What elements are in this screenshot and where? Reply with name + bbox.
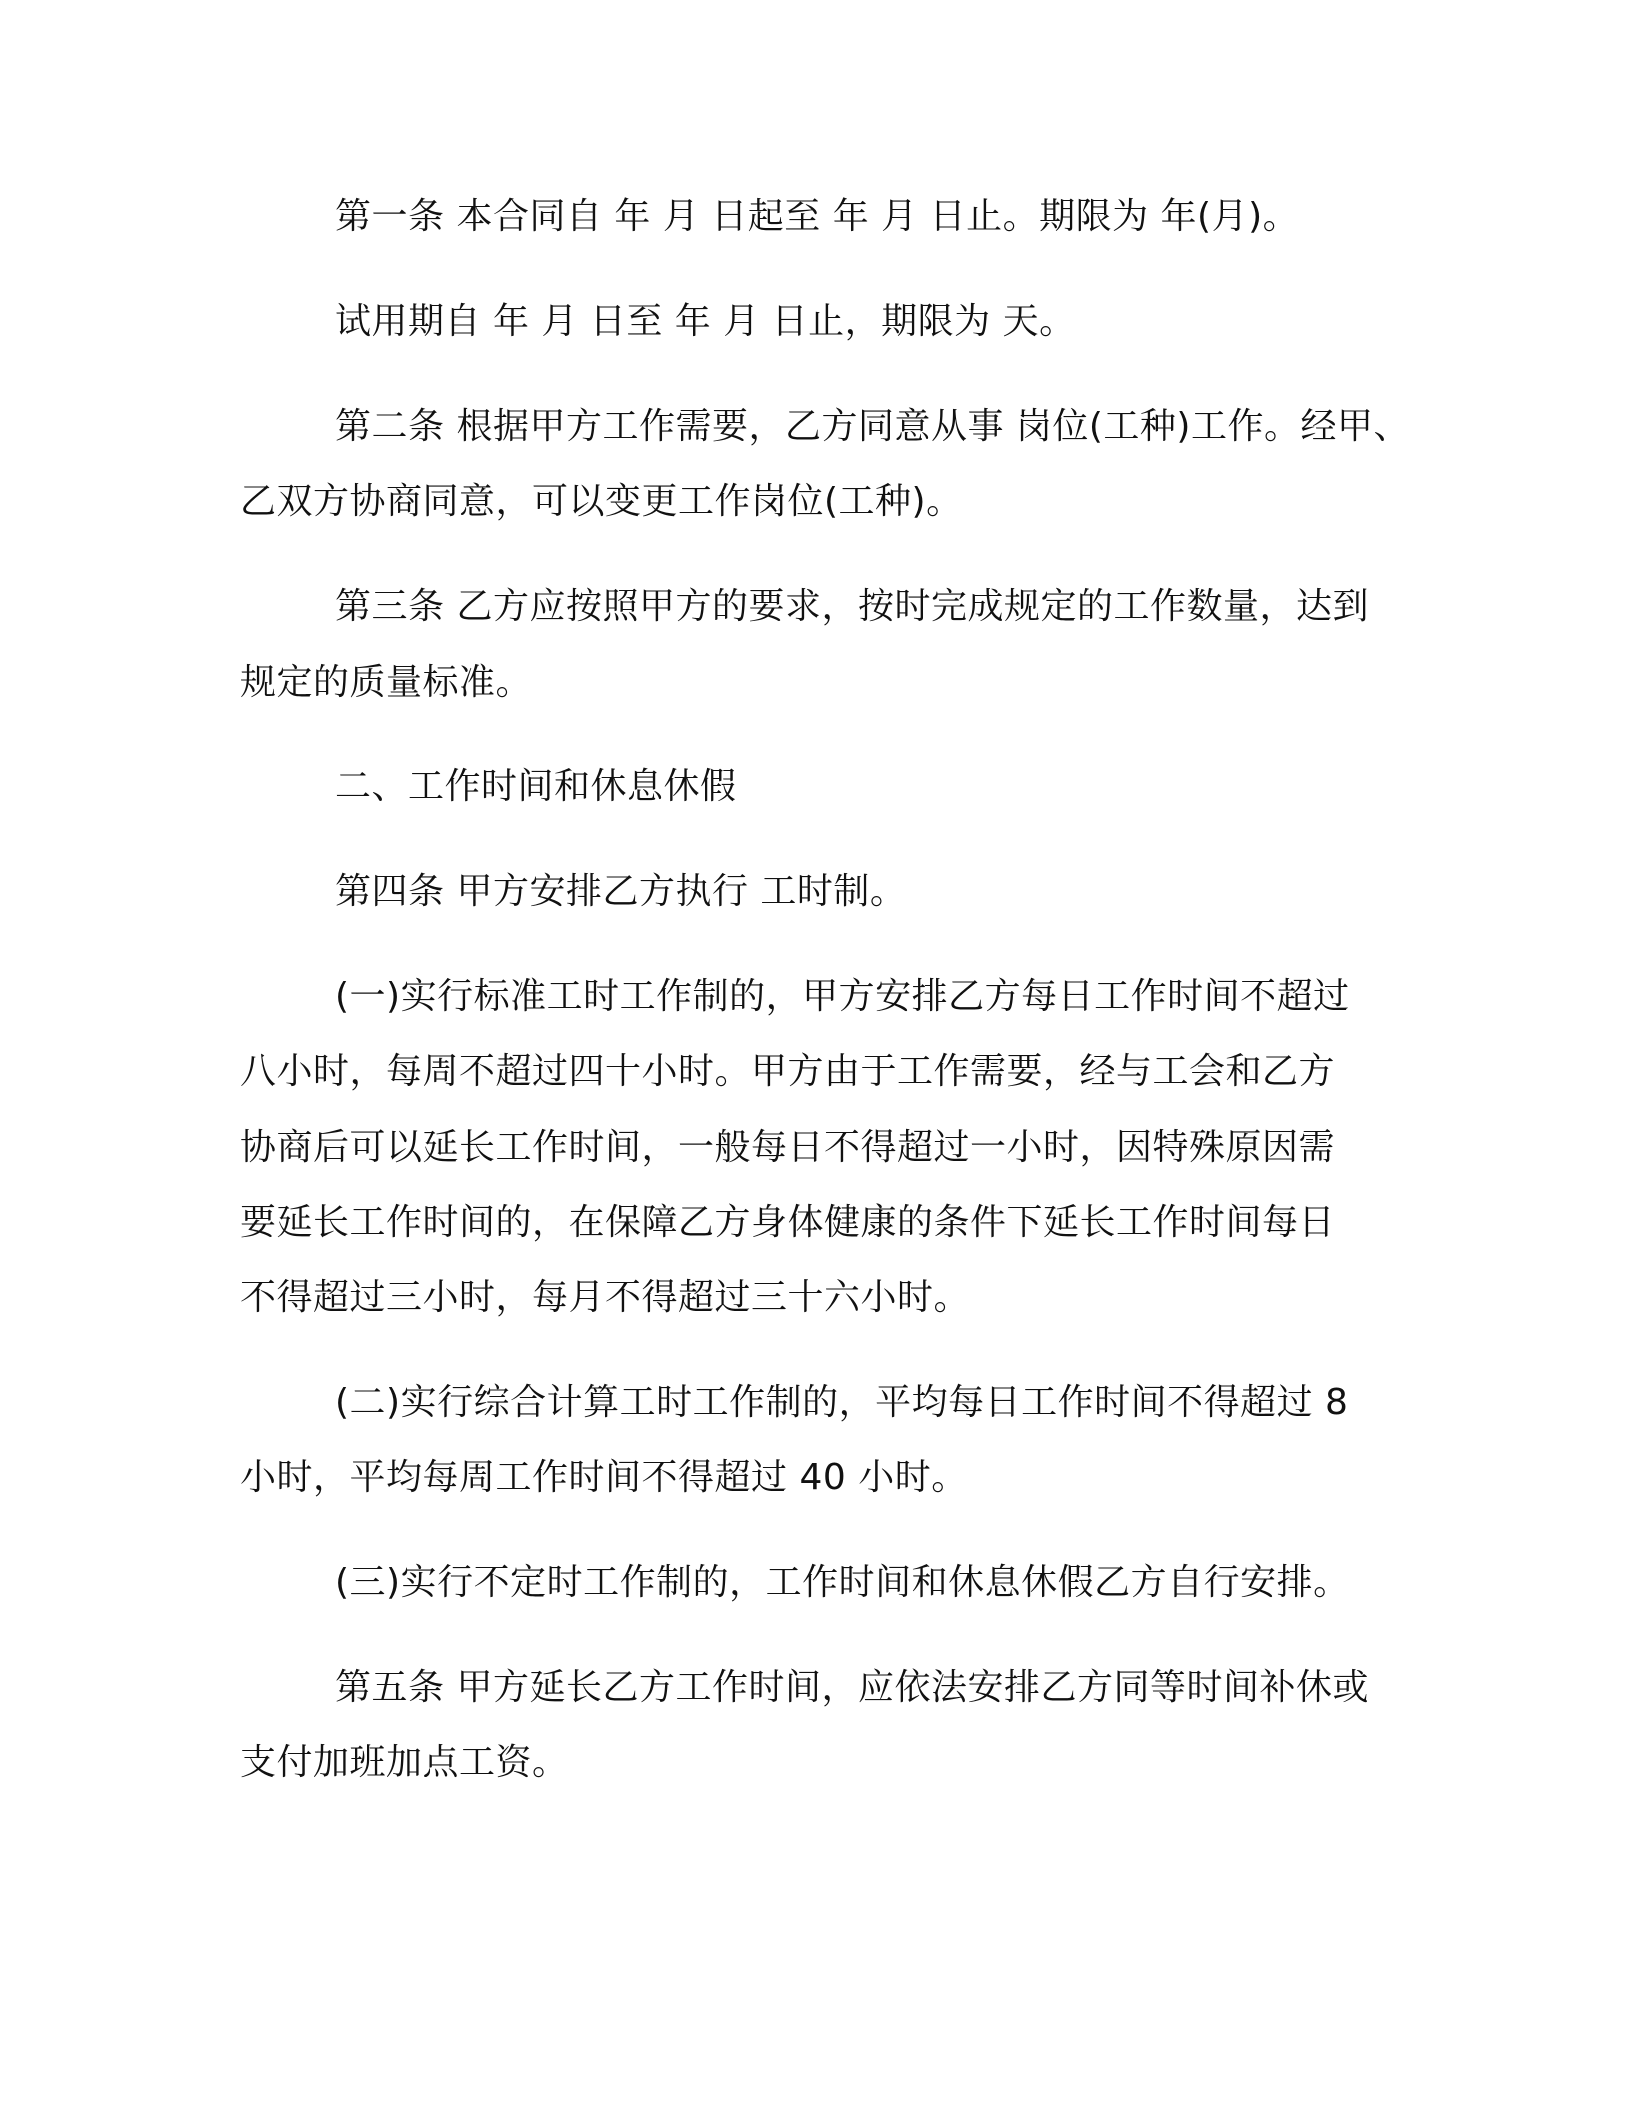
item-3-line: (三)实行不定时工作制的，工作时间和休息休假乙方自行安排。 [335, 1562, 1350, 1603]
item-1-line-3: 协商后可以延长工作时间，一般每日不得超过一小时，因特殊原因需 [240, 1127, 1336, 1168]
clause-3-line-1: 第三条 乙方应按照甲方的要求，按时完成规定的工作数量，达到 [335, 586, 1369, 627]
item-1-line-5: 不得超过三小时，每月不得超过三十六小时。 [240, 1277, 971, 1318]
item-1-line-2: 八小时，每周不超过四十小时。甲方由于工作需要，经与工会和乙方 [240, 1051, 1336, 1092]
clause-2-line-2: 乙双方协商同意，可以变更工作岗位(工种)。 [240, 481, 963, 522]
probation-line: 试用期自 年 月 日至 年 月 日止，期限为 天。 [335, 301, 1076, 342]
section-2-heading: 二、工作时间和休息休假 [335, 766, 737, 807]
clause-5-line-2: 支付加班加点工资。 [240, 1742, 569, 1783]
item-1-line-4: 要延长工作时间的，在保障乙方身体健康的条件下延长工作时间每日 [240, 1202, 1336, 1243]
item-1-line-1: (一)实行标准工时工作制的，甲方安排乙方每日工作时间不超过 [335, 976, 1350, 1017]
clause-2-line-1: 第二条 根据甲方工作需要，乙方同意从事 岗位(工种)工作。经甲、 [335, 406, 1410, 447]
clause-3-line-2: 规定的质量标准。 [240, 662, 533, 703]
clause-4-line: 第四条 甲方安排乙方执行 工时制。 [335, 871, 907, 912]
item-2-line-2: 小时，平均每周工作时间不得超过 40 小时。 [240, 1457, 968, 1498]
clause-1-term-line: 第一条 本合同自 年 月 日起至 年 月 日止。期限为 年(月)。 [335, 196, 1300, 237]
clause-5-line-1: 第五条 甲方延长乙方工作时间，应依法安排乙方同等时间补休或 [335, 1667, 1369, 1708]
item-2-line-1: (二)实行综合计算工时工作制的，平均每日工作时间不得超过 8 [335, 1382, 1349, 1423]
